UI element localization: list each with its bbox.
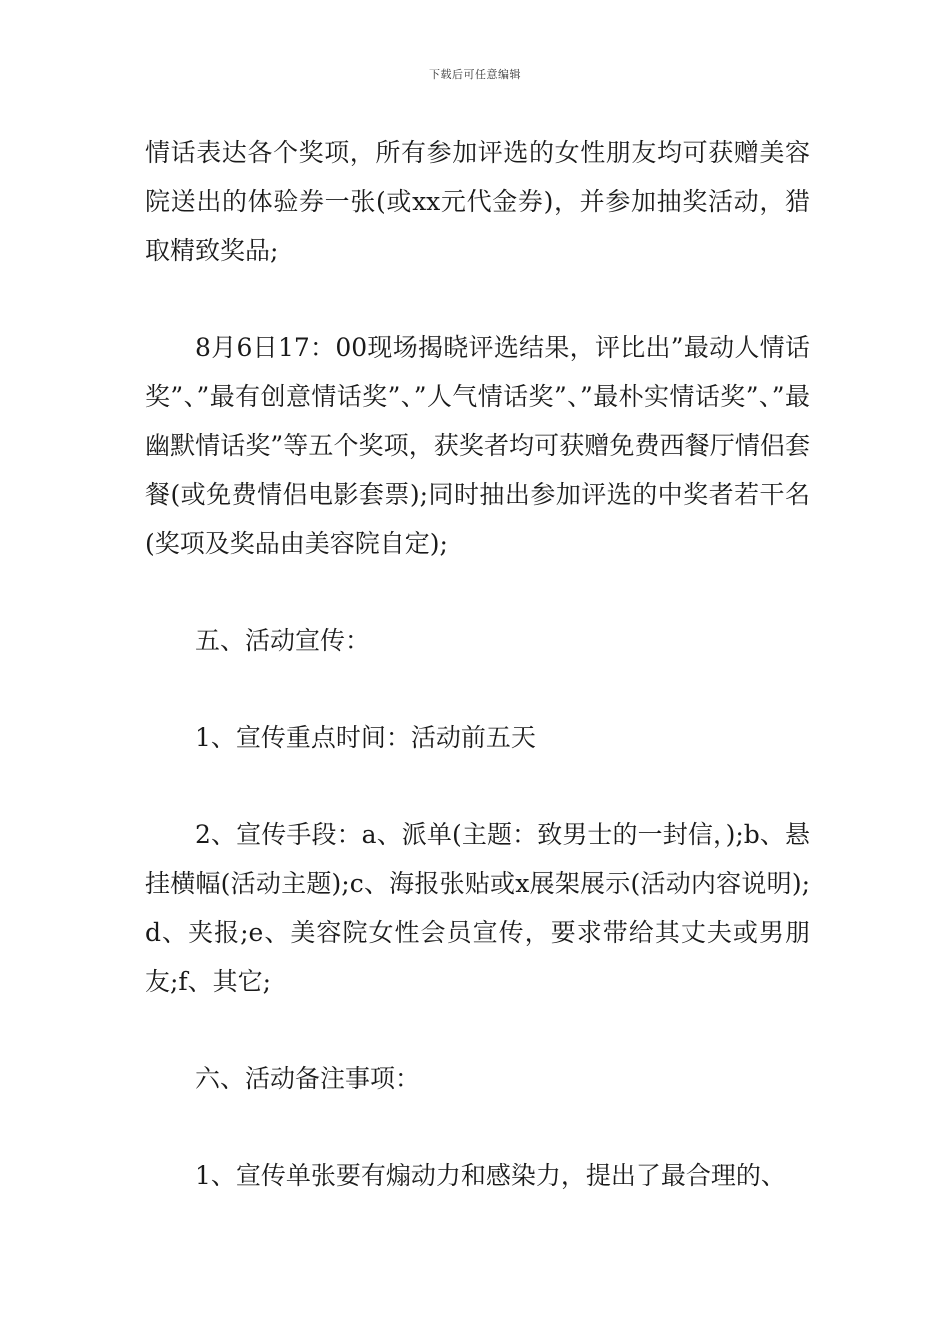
- paragraph-awards-intro: 情话表达各个奖项，所有参加评选的女性朋友均可获赠美容院送出的体验券一张(或xx元代金券)，并参加抽奖活动，猎取精致奖品;: [145, 138, 810, 265]
- paragraph-results-announcement: 8月6日17：00现场揭晓评选结果，评比出”最动人情话奖”、”最有创意情话奖”、”人气情话奖”、”最朴实情话奖”、”最幽默情话奖”等五个奖项，获奖者均可获赠免费西餐厅情侣套餐(或免费情侣电影套票);同时抽出参加评选的中奖者若干名(奖项及奖品由美容院自定);: [145, 333, 810, 558]
- section-heading-promotion: 五、活动宣传：: [195, 626, 371, 655]
- section-heading-notes: 六、活动备注事项：: [195, 1064, 421, 1093]
- header-note: 下载后可任意编辑: [429, 68, 521, 81]
- document-body: [145, 128, 810, 1200]
- paragraph-promotion-means: 2、宣传手段：a、派单(主题：致男士的一封信，);b、悬挂横幅(活动主题);c、海报张贴或x展架展示(活动内容说明);d、夹报;e、美容院女性会员宣传，要求带给其丈夫或男朋友;f、其它;: [145, 820, 810, 996]
- paragraph-note-flyer: 1、宣传单张要有煽动力和感染力，提出了最合理的、: [195, 1161, 786, 1190]
- paragraph-promotion-time: 1、宣传重点时间：活动前五天: [195, 723, 536, 752]
